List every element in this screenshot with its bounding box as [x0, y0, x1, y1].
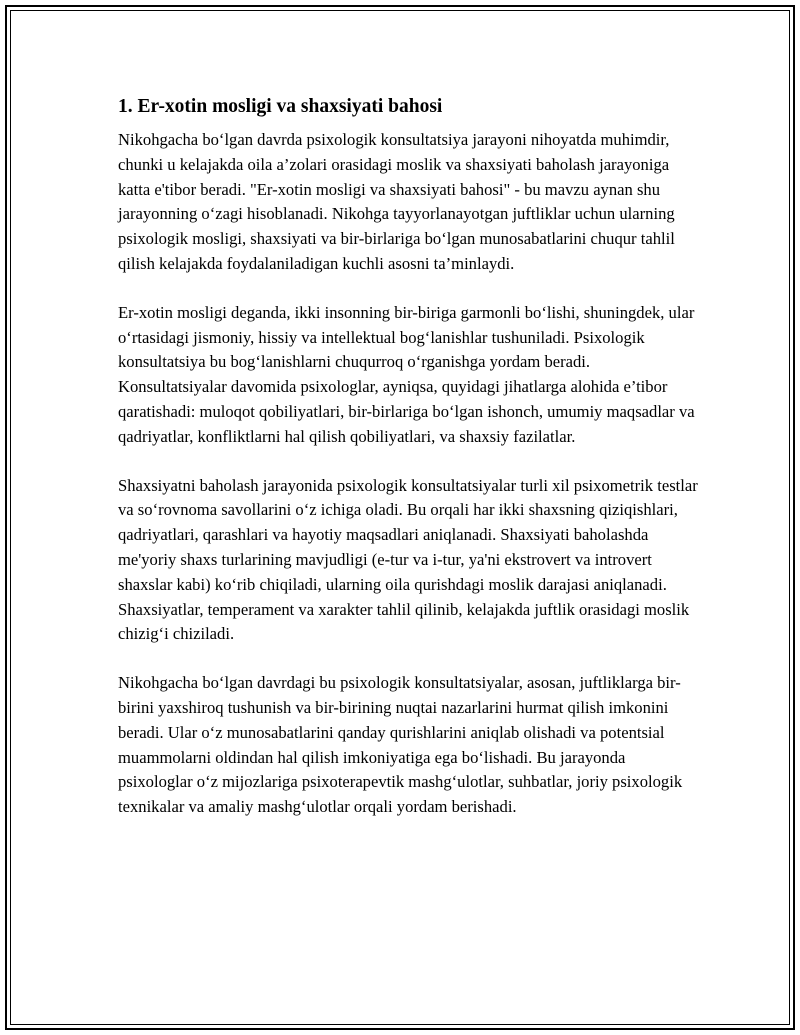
- paragraph-2: Er-xotin mosligi deganda, ikki insonning bir-biriga garmonli bo‘lishi, shuningdek, ular o‘rtasidagi jismoniy, hissiy va intellektual bog‘lanishlar tushuniladi. Psixologik konsultatsiya bu bog‘lanishlarni chuqurroq o‘rganishga yordam beradi. Konsultatsiyalar davomida psixologlar, ayniqsa, quyidagi jihatlarga alohida e’tibor qaratishadi: muloqot qobiliyatlari, bir-birlariga bo‘lgan ishonch, umumiy maqsadlar va qadriyatlar, konfliktlarni hal qilish qobiliyatlari, va shaxsiy fazilatlar.: [118, 302, 695, 446]
- paragraph-3: Shaxsiyatni baholash jarayonida psixologik konsultatsiyalar turli xil psixometrik testlar va so‘rovnoma savollarini o‘z ichiga oladi. Bu orqali har ikki shaxsning qiziqishlari, qadriyatlari, qarashlari va hayotiy maqsadlari aniqlanadi. Shaxsiyati baholashda me'yoriy shaxs turlarining mavjudligi (e-tur va i-tur, ya'ni ekstrovert va introvert shaxslar kabi) ko‘rib chiqiladi, ularning oila qurishdagi moslik darajasi aniqlanadi. Shaxsiyatlar, temperament va xarakter tahlil qilinib, kelajakda juftlik orasidagi moslik chizig‘i chiziladi.: [118, 475, 698, 644]
- section-heading: 1. Er-xotin mosligi va shaxsiyati bahosi: [118, 96, 443, 117]
- paragraph-4: Nikohgacha bo‘lgan davrdagi bu psixologik konsultatsiyalar, asosan, juftliklarga bir-birini yaxshiroq tushunish va bir-birining nuqtai nazarlarini hurmat qilish imkonini beradi. Ular o‘z munosabatlarini qanday qurishlarini aniqlab olishadi va potentsial muammolarni oldindan hal qilish imkoniyatiga ega bo‘lishadi. Bu jarayonda psixologlar o‘z mijozlariga psixoterapevtik mashg‘ulotlar, suhbatlar, joriy psixologik texnikalar va amaliy mashg‘ulotlar orqali yordam berishadi.: [118, 673, 683, 817]
- document-body: [118, 94, 698, 844]
- paragraph-1: Nikohgacha bo‘lgan davrda psixologik konsultatsiya jarayoni nihoyatda muhimdir, chunki u kelajakda oila a’zolari orasidagi moslik va shaxsiyati baholash jarayoniga katta e'tibor beradi. "Er-xotin mosligi va shaxsiyati bahosi" - bu mavzu aynan shu jarayonning o‘zagi hisoblanadi. Nikohga tayyorlanayotgan juftliklar uchun ularning psixologik mosligi, shaxsiyati va bir-birlariga bo‘lgan munosabatlarini chuqur tahlil qilish kelajakda foydalaniladigan kuchli asosni ta’minlaydi.: [118, 130, 675, 273]
